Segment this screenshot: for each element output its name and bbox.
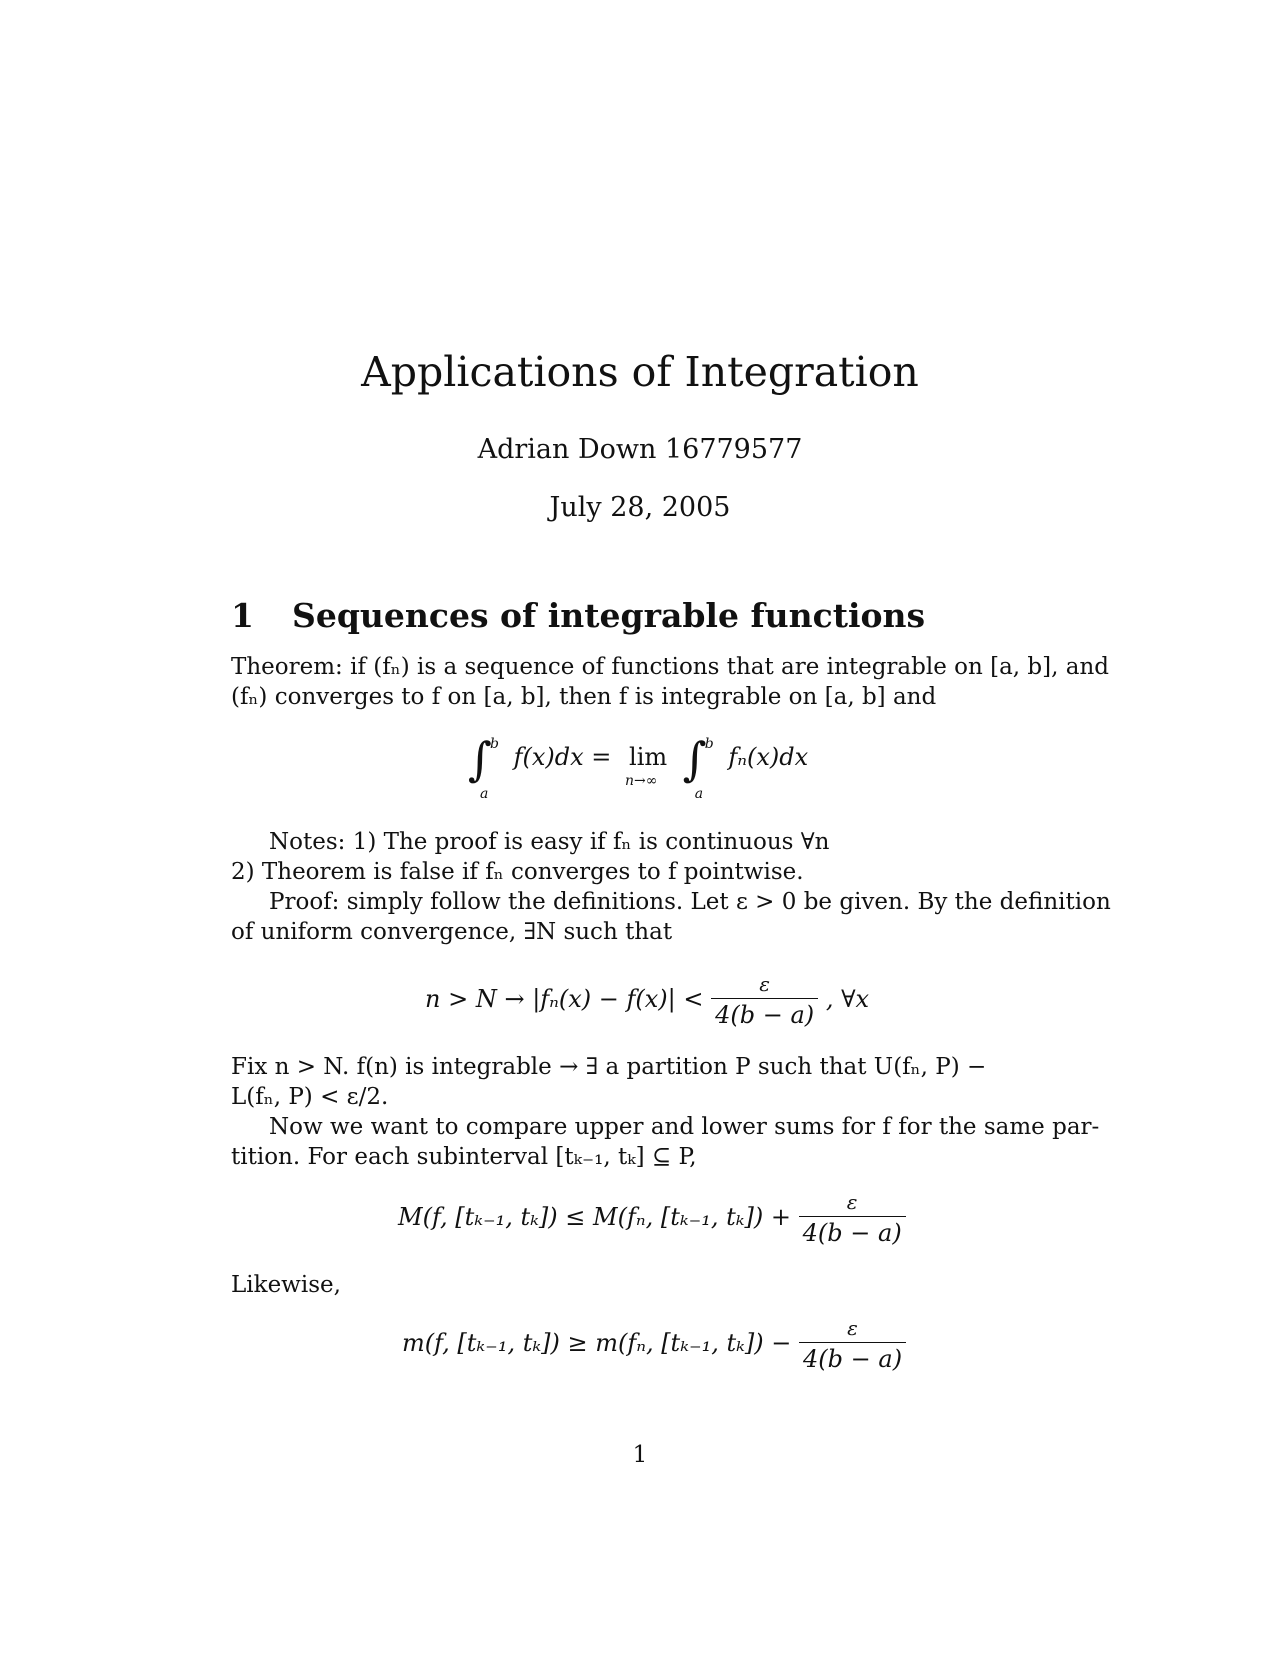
- integral-sign: ∫ b a: [468, 732, 499, 802]
- proof-line-2: of uniform convergence, ∃N such that: [231, 919, 673, 945]
- eq1-rhs: fₙ(x)dx: [728, 743, 809, 771]
- equation-integral-limit: [468, 728, 808, 808]
- eq3-numerator: ε: [846, 1190, 858, 1214]
- theorem-line-1: Theorem: if (fₙ) is a sequence of functions that are integrable on [a, b], and: [231, 654, 1109, 680]
- eq3-denominator: 4(b − a): [799, 1216, 906, 1247]
- eq4-fraction: [799, 1316, 906, 1373]
- notes-line-2: 2) Theorem is false if fₙ converges to f pointwise.: [231, 859, 804, 885]
- integral-sign: ∫ b a: [682, 732, 714, 802]
- eq1-lhs: f(x)dx =: [513, 743, 612, 771]
- page-number: 1: [632, 1442, 648, 1468]
- upper-limit: b: [490, 736, 499, 752]
- theorem-line-2: (fₙ) converges to f on [a, b], then f is integrable on [a, b] and: [231, 684, 937, 710]
- compare-line-1: Now we want to compare upper and lower sums for f for the same par-: [269, 1114, 1100, 1140]
- author-line: Adrian Down 16779577: [477, 434, 803, 465]
- likewise-text: Likewise,: [231, 1272, 341, 1298]
- eq2-fraction: [711, 972, 818, 1029]
- lower-limit: a: [694, 786, 704, 802]
- lim-text: lim: [629, 743, 668, 771]
- eq3-fraction: [799, 1190, 906, 1247]
- equation-uniform-convergence: [425, 972, 869, 1029]
- proof-line-1: Proof: simply follow the definitions. Let ε > 0 be given. By the definition: [269, 889, 1111, 915]
- eq2-numerator: ε: [759, 972, 771, 996]
- eq4-numerator: ε: [847, 1316, 858, 1340]
- date-line: July 28, 2005: [549, 492, 731, 523]
- section-number: 1: [231, 596, 254, 635]
- fix-line-2: L(fₙ, P) < ε/2.: [231, 1084, 389, 1110]
- compare-line-2: tition. For each subinterval [tₖ₋₁, tₖ] ⊆ P,: [231, 1144, 697, 1170]
- eq2-tail: , ∀x: [825, 985, 870, 1013]
- eq4-denominator: 4(b − a): [799, 1342, 906, 1373]
- paper-title: Applications of Integration: [361, 348, 919, 396]
- lim-subscript: n→∞: [625, 773, 658, 789]
- notes-line-1: Notes: 1) The proof is easy if fₙ is continuous ∀n: [269, 829, 830, 855]
- eq2-lhs: n > N → |fₙ(x) − f(x)| <: [425, 985, 704, 1013]
- eq2-denominator: 4(b − a): [711, 998, 818, 1029]
- limit-operator: [625, 743, 668, 789]
- equation-lower-sum-bound: [402, 1316, 906, 1373]
- eq3-lhs: M(f, [tₖ₋₁, tₖ]) ≤ M(fₙ, [tₖ₋₁, tₖ]) +: [398, 1203, 791, 1231]
- lower-limit: a: [480, 786, 489, 802]
- equation-upper-sum-bound: [398, 1190, 906, 1247]
- section-title: Sequences of integrable functions: [292, 596, 926, 635]
- upper-limit: b: [704, 736, 714, 752]
- fix-line-1: Fix n > N. f(n) is integrable → ∃ a partition P such that U(fₙ, P) −: [231, 1054, 987, 1080]
- eq4-lhs: m(f, [tₖ₋₁, tₖ]) ≥ m(fₙ, [tₖ₋₁, tₖ]) −: [402, 1329, 792, 1357]
